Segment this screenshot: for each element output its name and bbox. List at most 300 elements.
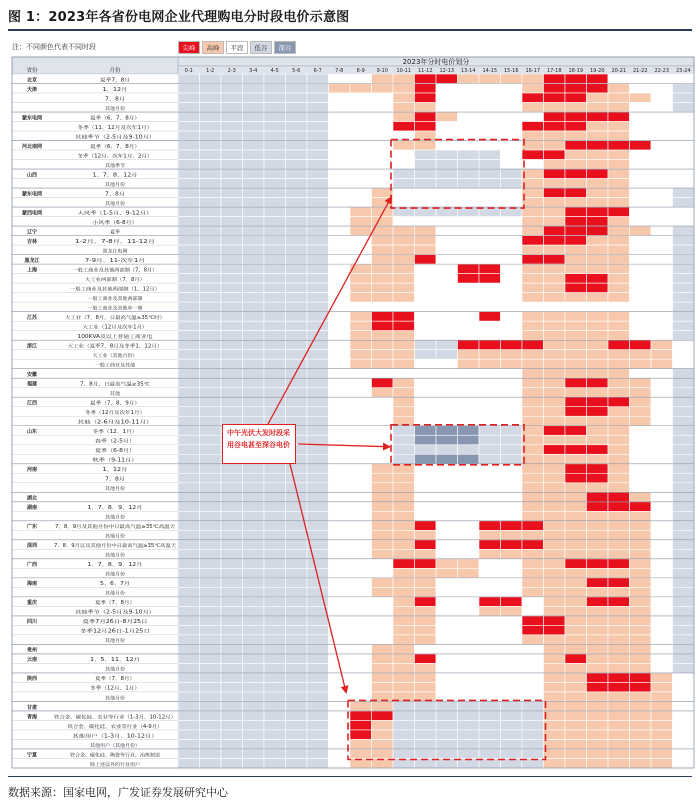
province-label: 重庆 [26, 600, 38, 607]
heatmap-cell [329, 454, 351, 464]
heatmap-cell [243, 217, 265, 227]
heatmap-cell [630, 587, 652, 597]
heatmap-cell [372, 435, 394, 445]
heatmap-cell [479, 93, 501, 103]
heatmap-cell [458, 245, 480, 255]
heatmap-cell [415, 644, 437, 654]
heatmap-cell [522, 283, 544, 293]
heatmap-cell [522, 445, 544, 455]
heatmap-cell [264, 530, 286, 540]
heatmap-cell [286, 321, 308, 331]
heatmap-cell [522, 673, 544, 683]
heatmap-cell [243, 749, 265, 759]
month-label: 其他月份 [105, 515, 125, 521]
heatmap-cell [243, 378, 265, 388]
heatmap-cell [436, 502, 458, 512]
month-label: 黑龙江电网 [102, 249, 127, 255]
heatmap-cell [372, 283, 394, 293]
heatmap-cell [458, 388, 480, 398]
heatmap-cell [673, 730, 695, 740]
heatmap-cell [587, 720, 609, 730]
heatmap-cell [458, 606, 480, 616]
heatmap-cell [479, 283, 501, 293]
heatmap-cell [587, 93, 609, 103]
heatmap-cell [458, 597, 480, 607]
hour-tick-label: 8-9 [356, 68, 365, 74]
heatmap-cell [479, 141, 501, 151]
heatmap-cell [673, 302, 695, 312]
heatmap-cell [221, 692, 243, 702]
heatmap-cell [651, 407, 673, 417]
heatmap-cell [565, 112, 587, 122]
heatmap-cell [178, 359, 200, 369]
heatmap-cell [415, 549, 437, 559]
heatmap-cell [630, 426, 652, 436]
heatmap-cell [372, 483, 394, 493]
heatmap-cell [458, 350, 480, 360]
heatmap-cell [350, 312, 372, 322]
heatmap-cell [243, 663, 265, 673]
heatmap-cell [522, 521, 544, 531]
row-label-cell [12, 692, 178, 702]
heatmap-cell [307, 711, 329, 721]
heatmap-cell [200, 312, 222, 322]
heatmap-cell [264, 654, 286, 664]
heatmap-cell [307, 93, 329, 103]
heatmap-cell [350, 426, 372, 436]
heatmap-cell [436, 283, 458, 293]
heatmap-cell [630, 198, 652, 208]
heatmap-cell [307, 730, 329, 740]
heatmap-cell [178, 568, 200, 578]
heatmap-cell [393, 749, 415, 759]
heatmap-cell [544, 606, 566, 616]
month-label: 其他用户（其他月份） [90, 743, 138, 749]
heatmap-cell [286, 141, 308, 151]
heatmap-cell [350, 597, 372, 607]
heatmap-cell [372, 264, 394, 274]
heatmap-cell [587, 616, 609, 626]
heatmap-cell [178, 625, 200, 635]
heatmap-cell [479, 739, 501, 749]
heatmap-cell [630, 473, 652, 483]
heatmap-cell [200, 435, 222, 445]
heatmap-cell [587, 245, 609, 255]
heatmap-cell [651, 597, 673, 607]
heatmap-cell [393, 245, 415, 255]
heatmap-cell [178, 188, 200, 198]
heatmap-cell [587, 188, 609, 198]
row-label-cell [12, 511, 178, 521]
heatmap-cell [286, 606, 308, 616]
heatmap-cell [436, 454, 458, 464]
heatmap-cell [200, 84, 222, 94]
heatmap-cell [307, 416, 329, 426]
heatmap-cell [630, 549, 652, 559]
month-label: 大工业（其他月份） [92, 354, 136, 360]
row-label-cell [12, 245, 178, 255]
heatmap-cell [436, 568, 458, 578]
heatmap-cell [372, 635, 394, 645]
heatmap-cell [479, 749, 501, 759]
heatmap-cell [673, 255, 695, 265]
heatmap-cell [544, 74, 566, 84]
heatmap-cell [501, 483, 523, 493]
heatmap-cell [372, 492, 394, 502]
heatmap-cell [264, 340, 286, 350]
heatmap-cell [458, 74, 480, 84]
heatmap-cell [565, 131, 587, 141]
heatmap-cell [630, 340, 652, 350]
heatmap-cell [393, 312, 415, 322]
heatmap-cell [221, 359, 243, 369]
heatmap-cell [673, 331, 695, 341]
heatmap-cell [479, 445, 501, 455]
heatmap-cell [630, 350, 652, 360]
heatmap-cell [673, 711, 695, 721]
heatmap-cell [479, 359, 501, 369]
heatmap-cell [243, 635, 265, 645]
heatmap-cell [329, 112, 351, 122]
heatmap-cell [200, 321, 222, 331]
hour-tick-label: 21-22 [632, 68, 648, 74]
heatmap-cell [307, 749, 329, 759]
heatmap-cell [501, 673, 523, 683]
heatmap-cell [479, 673, 501, 683]
heatmap-cell [436, 606, 458, 616]
heatmap-cell [372, 359, 394, 369]
heatmap-cell [286, 597, 308, 607]
heatmap-cell [200, 578, 222, 588]
heatmap-cell [544, 293, 566, 303]
heatmap-cell [372, 587, 394, 597]
heatmap-cell [329, 179, 351, 189]
heatmap-cell [372, 568, 394, 578]
heatmap-cell [415, 682, 437, 692]
heatmap-cell [393, 274, 415, 284]
heatmap-cell [393, 597, 415, 607]
heatmap-cell [415, 426, 437, 436]
heatmap-cell [415, 397, 437, 407]
heatmap-cell [630, 312, 652, 322]
heatmap-cell [544, 454, 566, 464]
heatmap-cell [200, 103, 222, 113]
heatmap-cell [673, 274, 695, 284]
heatmap-cell [479, 454, 501, 464]
heatmap-cell [264, 749, 286, 759]
heatmap-cell [350, 568, 372, 578]
heatmap-cell [673, 122, 695, 132]
heatmap-cell [436, 407, 458, 417]
heatmap-cell [651, 112, 673, 122]
heatmap-cell [393, 340, 415, 350]
heatmap-cell [243, 245, 265, 255]
heatmap-cell [393, 682, 415, 692]
heatmap-cell [565, 606, 587, 616]
month-label: 一般工商业及其他两部制（1、12月） [70, 287, 152, 293]
heatmap-cell [307, 644, 329, 654]
heatmap-cell [243, 739, 265, 749]
heatmap-cell [178, 74, 200, 84]
heatmap-cell [608, 321, 630, 331]
heatmap-cell [458, 587, 480, 597]
heatmap-cell [673, 521, 695, 531]
heatmap-cell [329, 160, 351, 170]
heatmap-cell [544, 673, 566, 683]
heatmap-cell [479, 492, 501, 502]
heatmap-cell [587, 255, 609, 265]
heatmap-cell [501, 663, 523, 673]
heatmap-cell [651, 606, 673, 616]
heatmap-cell [307, 264, 329, 274]
heatmap-cell [522, 293, 544, 303]
heatmap-cell [630, 578, 652, 588]
heatmap-cell [673, 416, 695, 426]
heatmap-cell [178, 236, 200, 246]
heatmap-cell [608, 578, 630, 588]
heatmap-cell [200, 644, 222, 654]
heatmap-cell [178, 530, 200, 540]
heatmap-cell [286, 264, 308, 274]
heatmap-cell [350, 350, 372, 360]
heatmap-cell [608, 549, 630, 559]
heatmap-cell [436, 597, 458, 607]
heatmap-cell [608, 150, 630, 160]
heatmap-cell [178, 454, 200, 464]
heatmap-cell [436, 103, 458, 113]
heatmap-cell [286, 663, 308, 673]
heatmap-cell [673, 616, 695, 626]
heatmap-cell [673, 84, 695, 94]
heatmap-cell [673, 511, 695, 521]
heatmap-cell [630, 293, 652, 303]
heatmap-cell [200, 559, 222, 569]
heatmap-cell [673, 701, 695, 711]
heatmap-cell [436, 141, 458, 151]
heatmap-cell [630, 207, 652, 217]
heatmap-cell [286, 654, 308, 664]
heatmap-cell [544, 245, 566, 255]
heatmap-cell [587, 207, 609, 217]
heatmap-cell [329, 103, 351, 113]
heatmap-cell [501, 293, 523, 303]
heatmap-cell [307, 692, 329, 702]
heatmap-cell [221, 160, 243, 170]
heatmap-cell [264, 74, 286, 84]
heatmap-cell [350, 549, 372, 559]
heatmap-cell [264, 692, 286, 702]
heatmap-cell [415, 473, 437, 483]
heatmap-cell [243, 103, 265, 113]
heatmap-cell [608, 293, 630, 303]
heatmap-cell [415, 521, 437, 531]
heatmap-cell [264, 160, 286, 170]
heatmap-cell [415, 93, 437, 103]
heatmap-cell [307, 616, 329, 626]
heatmap-cell [608, 160, 630, 170]
heatmap-cell [243, 511, 265, 521]
heatmap-cell [329, 587, 351, 597]
heatmap-cell [264, 274, 286, 284]
heatmap-cell [415, 169, 437, 179]
heatmap-cell [630, 540, 652, 550]
heatmap-cell [329, 606, 351, 616]
heatmap-cell [436, 711, 458, 721]
heatmap-cell [264, 635, 286, 645]
heatmap-cell [565, 179, 587, 189]
heatmap-cell [286, 682, 308, 692]
heatmap-cell [458, 682, 480, 692]
heatmap-cell [350, 217, 372, 227]
heatmap-cell [458, 673, 480, 683]
heatmap-cell [544, 758, 566, 768]
heatmap-cell [221, 758, 243, 768]
heatmap-cell [565, 701, 587, 711]
heatmap-cell [264, 122, 286, 132]
heatmap-cell [608, 245, 630, 255]
heatmap-cell [544, 378, 566, 388]
heatmap-cell [329, 616, 351, 626]
heatmap-cell [286, 226, 308, 236]
heatmap-cell [329, 502, 351, 512]
heatmap-cell [630, 730, 652, 740]
heatmap-cell [221, 606, 243, 616]
heatmap-cell [630, 245, 652, 255]
heatmap-cell [565, 359, 587, 369]
heatmap-cell [587, 435, 609, 445]
heatmap-cell [393, 739, 415, 749]
heatmap-cell [651, 359, 673, 369]
heatmap-cell [436, 530, 458, 540]
heatmap-cell [329, 283, 351, 293]
heatmap-cell [651, 198, 673, 208]
heatmap-cell [436, 350, 458, 360]
heatmap-cell [307, 112, 329, 122]
heatmap-cell [673, 587, 695, 597]
heatmap-cell [415, 606, 437, 616]
hour-tick-label: 11-12 [417, 68, 433, 74]
heatmap-cell [307, 207, 329, 217]
heatmap-cell [415, 663, 437, 673]
heatmap-cell [393, 198, 415, 208]
source-divider [8, 776, 692, 777]
heatmap-cell [522, 464, 544, 474]
heatmap-cell [651, 350, 673, 360]
heatmap-cell [329, 492, 351, 502]
heatmap-cell [436, 122, 458, 132]
heatmap-cell [415, 568, 437, 578]
heatmap-cell [221, 739, 243, 749]
heatmap-cell [200, 264, 222, 274]
heatmap-cell [651, 388, 673, 398]
heatmap-cell [608, 350, 630, 360]
heatmap-cell [458, 169, 480, 179]
heatmap-cell [651, 179, 673, 189]
heatmap-cell [673, 312, 695, 322]
heatmap-cell [415, 597, 437, 607]
month-label: 小风季（6-8月） [92, 220, 130, 226]
heatmap-cell [307, 160, 329, 170]
heatmap-cell [286, 179, 308, 189]
heatmap-cell [307, 131, 329, 141]
heatmap-cell [264, 492, 286, 502]
heatmap-cell [372, 597, 394, 607]
heatmap-cell [393, 673, 415, 683]
heatmap-cell [673, 131, 695, 141]
heatmap-cell [673, 559, 695, 569]
heatmap-cell [393, 549, 415, 559]
heatmap-cell [587, 84, 609, 94]
hour-tick-label: 22-23 [654, 68, 670, 74]
heatmap-cell [221, 141, 243, 151]
heatmap-cell [501, 274, 523, 284]
heatmap-cell [544, 464, 566, 474]
heatmap-cell [221, 663, 243, 673]
heatmap-cell [522, 720, 544, 730]
heatmap-cell [587, 369, 609, 379]
heatmap-cell [544, 625, 566, 635]
heatmap-cell [243, 530, 265, 540]
heatmap-cell [608, 141, 630, 151]
heatmap-cell [608, 255, 630, 265]
heatmap-cell [393, 236, 415, 246]
heatmap-cell [264, 388, 286, 398]
heatmap-cell [651, 131, 673, 141]
heatmap-cell [522, 93, 544, 103]
heatmap-cell [329, 464, 351, 474]
heatmap-cell [372, 502, 394, 512]
heatmap-cell [286, 720, 308, 730]
heatmap-cell [221, 112, 243, 122]
heatmap-cell [350, 559, 372, 569]
heatmap-cell [565, 663, 587, 673]
row-label-cell [12, 388, 178, 398]
heatmap-cell [264, 207, 286, 217]
heatmap-cell [350, 711, 372, 721]
heatmap-cell [673, 236, 695, 246]
heatmap-cell [436, 701, 458, 711]
month-label: 其他季节（2-5月及9-10月） [75, 135, 137, 141]
heatmap-cell [243, 521, 265, 531]
heatmap-cell [458, 473, 480, 483]
heatmap-cell [608, 378, 630, 388]
heatmap-cell [608, 416, 630, 426]
month-label: 7-9月、11-次年1月 [85, 258, 128, 264]
heatmap-cell [286, 207, 308, 217]
heatmap-cell [501, 321, 523, 331]
heatmap-cell [587, 530, 609, 540]
heatmap-cell [651, 74, 673, 84]
province-label: 河南 [26, 467, 38, 474]
heatmap-cell [264, 502, 286, 512]
heatmap-cell [329, 749, 351, 759]
heatmap-cell [415, 188, 437, 198]
heatmap-cell [673, 549, 695, 559]
heatmap-cell [350, 188, 372, 198]
heatmap-cell [178, 635, 200, 645]
heatmap-cell [651, 625, 673, 635]
heatmap-cell [630, 321, 652, 331]
heatmap-cell [307, 758, 329, 768]
heatmap-cell [458, 179, 480, 189]
heatmap-cell [393, 150, 415, 160]
heatmap-cell [544, 416, 566, 426]
heatmap-cell [393, 711, 415, 721]
heatmap-cell [522, 264, 544, 274]
heatmap-cell [350, 255, 372, 265]
heatmap-cell [329, 331, 351, 341]
heatmap-cell [286, 274, 308, 284]
